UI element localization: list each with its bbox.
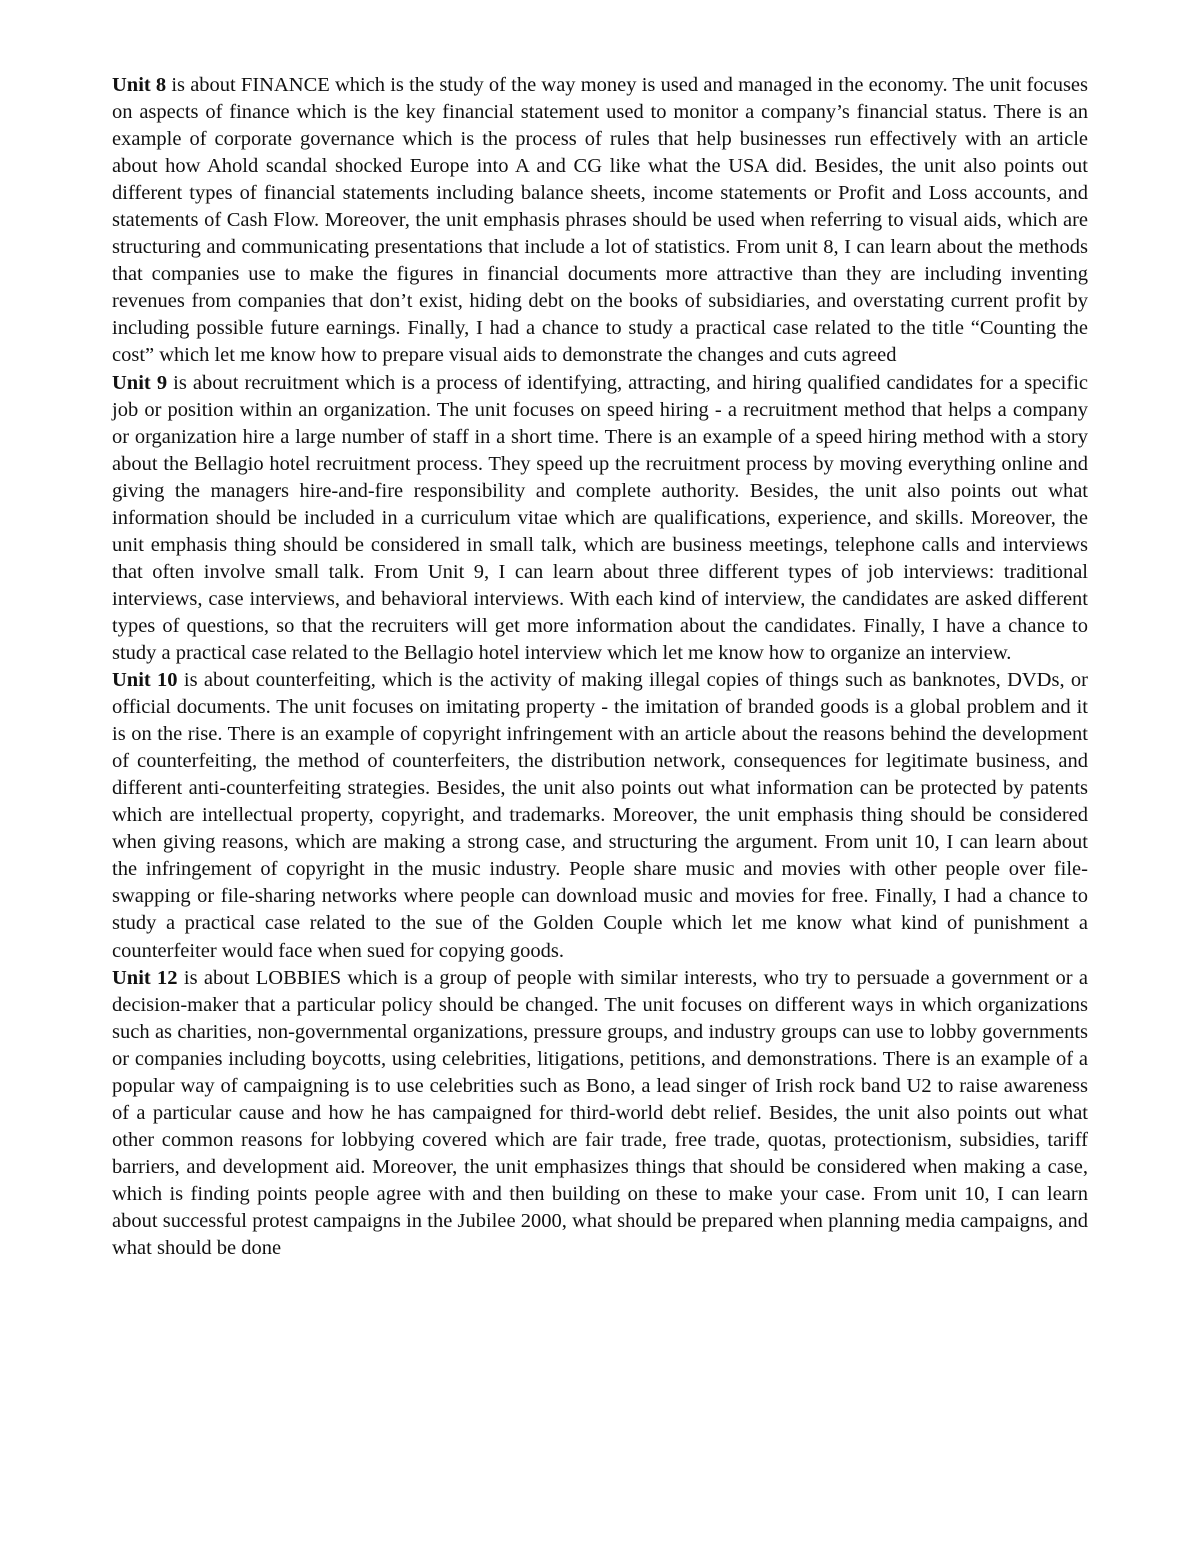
unit-10-title: Unit 10	[112, 669, 178, 692]
unit-12-title: Unit 12	[112, 966, 178, 989]
unit-9-paragraph	[112, 370, 1088, 668]
unit-10-paragraph	[112, 667, 1088, 965]
unit-10-body: is about counterfeiting, which is the activity of making illegal copies of things such as banknotes, DVDs, or official documents. The unit focuses on imitating property - the imitation of branded goods is a global problem and it is on the rise. There is an example of copyright infringement with an article about the reasons behind the development of counterfeiting, the method of counterfeiters, the distribution network, consequences for legitimate business, and different anti-counterfeiting strategies. Besides, the unit also points out what information can be protected by patents which are intellectual property, copyright, and trademarks. Moreover, the unit emphasis thing should be considered when giving reasons, which are making a strong case, and structuring the argument. From unit 10, I can learn about the infringement of copyright in the music industry. People share music and movies with other people over file-swapping or file-sharing networks where people can download music and movies for free. Finally, I had a chance to study a practical case related to the sue of the Golden Couple which let me know what kind of punishment a counterfeiter would face when sued for copying goods.	[112, 669, 1088, 962]
unit-9-title: Unit 9	[112, 371, 168, 394]
unit-12-paragraph	[112, 965, 1088, 1263]
unit-8-title: Unit 8	[112, 74, 167, 96]
unit-8-paragraph	[112, 72, 1088, 370]
unit-12-body: is about LOBBIES which is a group of people with similar interests, who try to persuade a government or a decision-maker that a particular policy should be changed. The unit focuses on different ways in which organizations such as charities, non-governmental organizations, pressure groups, and industry groups can use to lobby governments or companies including boycotts, using celebrities, litigations, petitions, and demonstrations. There is an example of a popular way of campaigning is to use celebrities such as Bono, a lead singer of Irish rock band U2 to raise awareness of a particular cause and how he has campaigned for third-world debt relief. Besides, the unit also points out what other common reasons for lobbying covered which are fair trade, free trade, quotas, protectionism, subsidies, tariff barriers, and development aid. Moreover, the unit emphasizes things that should be considered when making a case, which is finding points people agree with and then building on these to make your case. From unit 10, I can learn about successful protest campaigns in the Jubilee 2000, what should be prepared when planning media campaigns, and what should be done	[112, 966, 1088, 1260]
unit-9-body: is about recruitment which is a process of identifying, attracting, and hiring qualified candidates for a specific job or position within an organization. The unit focuses on speed hiring - a recruitment method that helps a company or organization hire a large number of staff in a short time. There is an example of a speed hiring method with a story about the Bellagio hotel recruitment process. They speed up the recruitment process by moving everything online and giving the managers hire-and-fire responsibility and complete authority. Besides, the unit also points out what information should be included in a curriculum vitae which are qualifications, experience, and skills. Moreover, the unit emphasis thing should be considered in small talk, which are business meetings, telephone calls and interviews that often involve small talk. From Unit 9, I can learn about three different types of job interviews: traditional interviews, case interviews, and behavioral interviews. With each kind of interview, the candidates are asked different types of questions, so that the recruiters will get more information about the candidates. Finally, I have a chance to study a practical case related to the Bellagio hotel interview which let me know how to organize an interview.	[112, 371, 1088, 664]
unit-8-body: is about FINANCE which is the study of the way money is used and managed in the economy. The unit focuses on aspects of finance which is the key financial statement used to monitor a company’s financial status. There is an example of corporate governance which is the process of rules that help businesses run effectively with an article about how Ahold scandal shocked Europe into A and CG like what the USA did. Besides, the unit also points out different types of financial statements including balance sheets, income statements or Profit and Loss accounts, and statements of Cash Flow. Moreover, the unit emphasis phrases should be used when referring to visual aids, which are structuring and communicating presentations that include a lot of statistics. From unit 8, I can learn about the methods that companies use to make the figures in financial documents more attractive than they are including inventing revenues from companies that don’t exist, hiding debt on the books of subsidiaries, and overstating current profit by including possible future earnings. Finally, I had a chance to study a practical case related to the title “Counting the cost” which let me know how to prepare visual aids to demonstrate the changes and cuts agreed	[112, 74, 1088, 367]
document-page	[112, 72, 1088, 1262]
